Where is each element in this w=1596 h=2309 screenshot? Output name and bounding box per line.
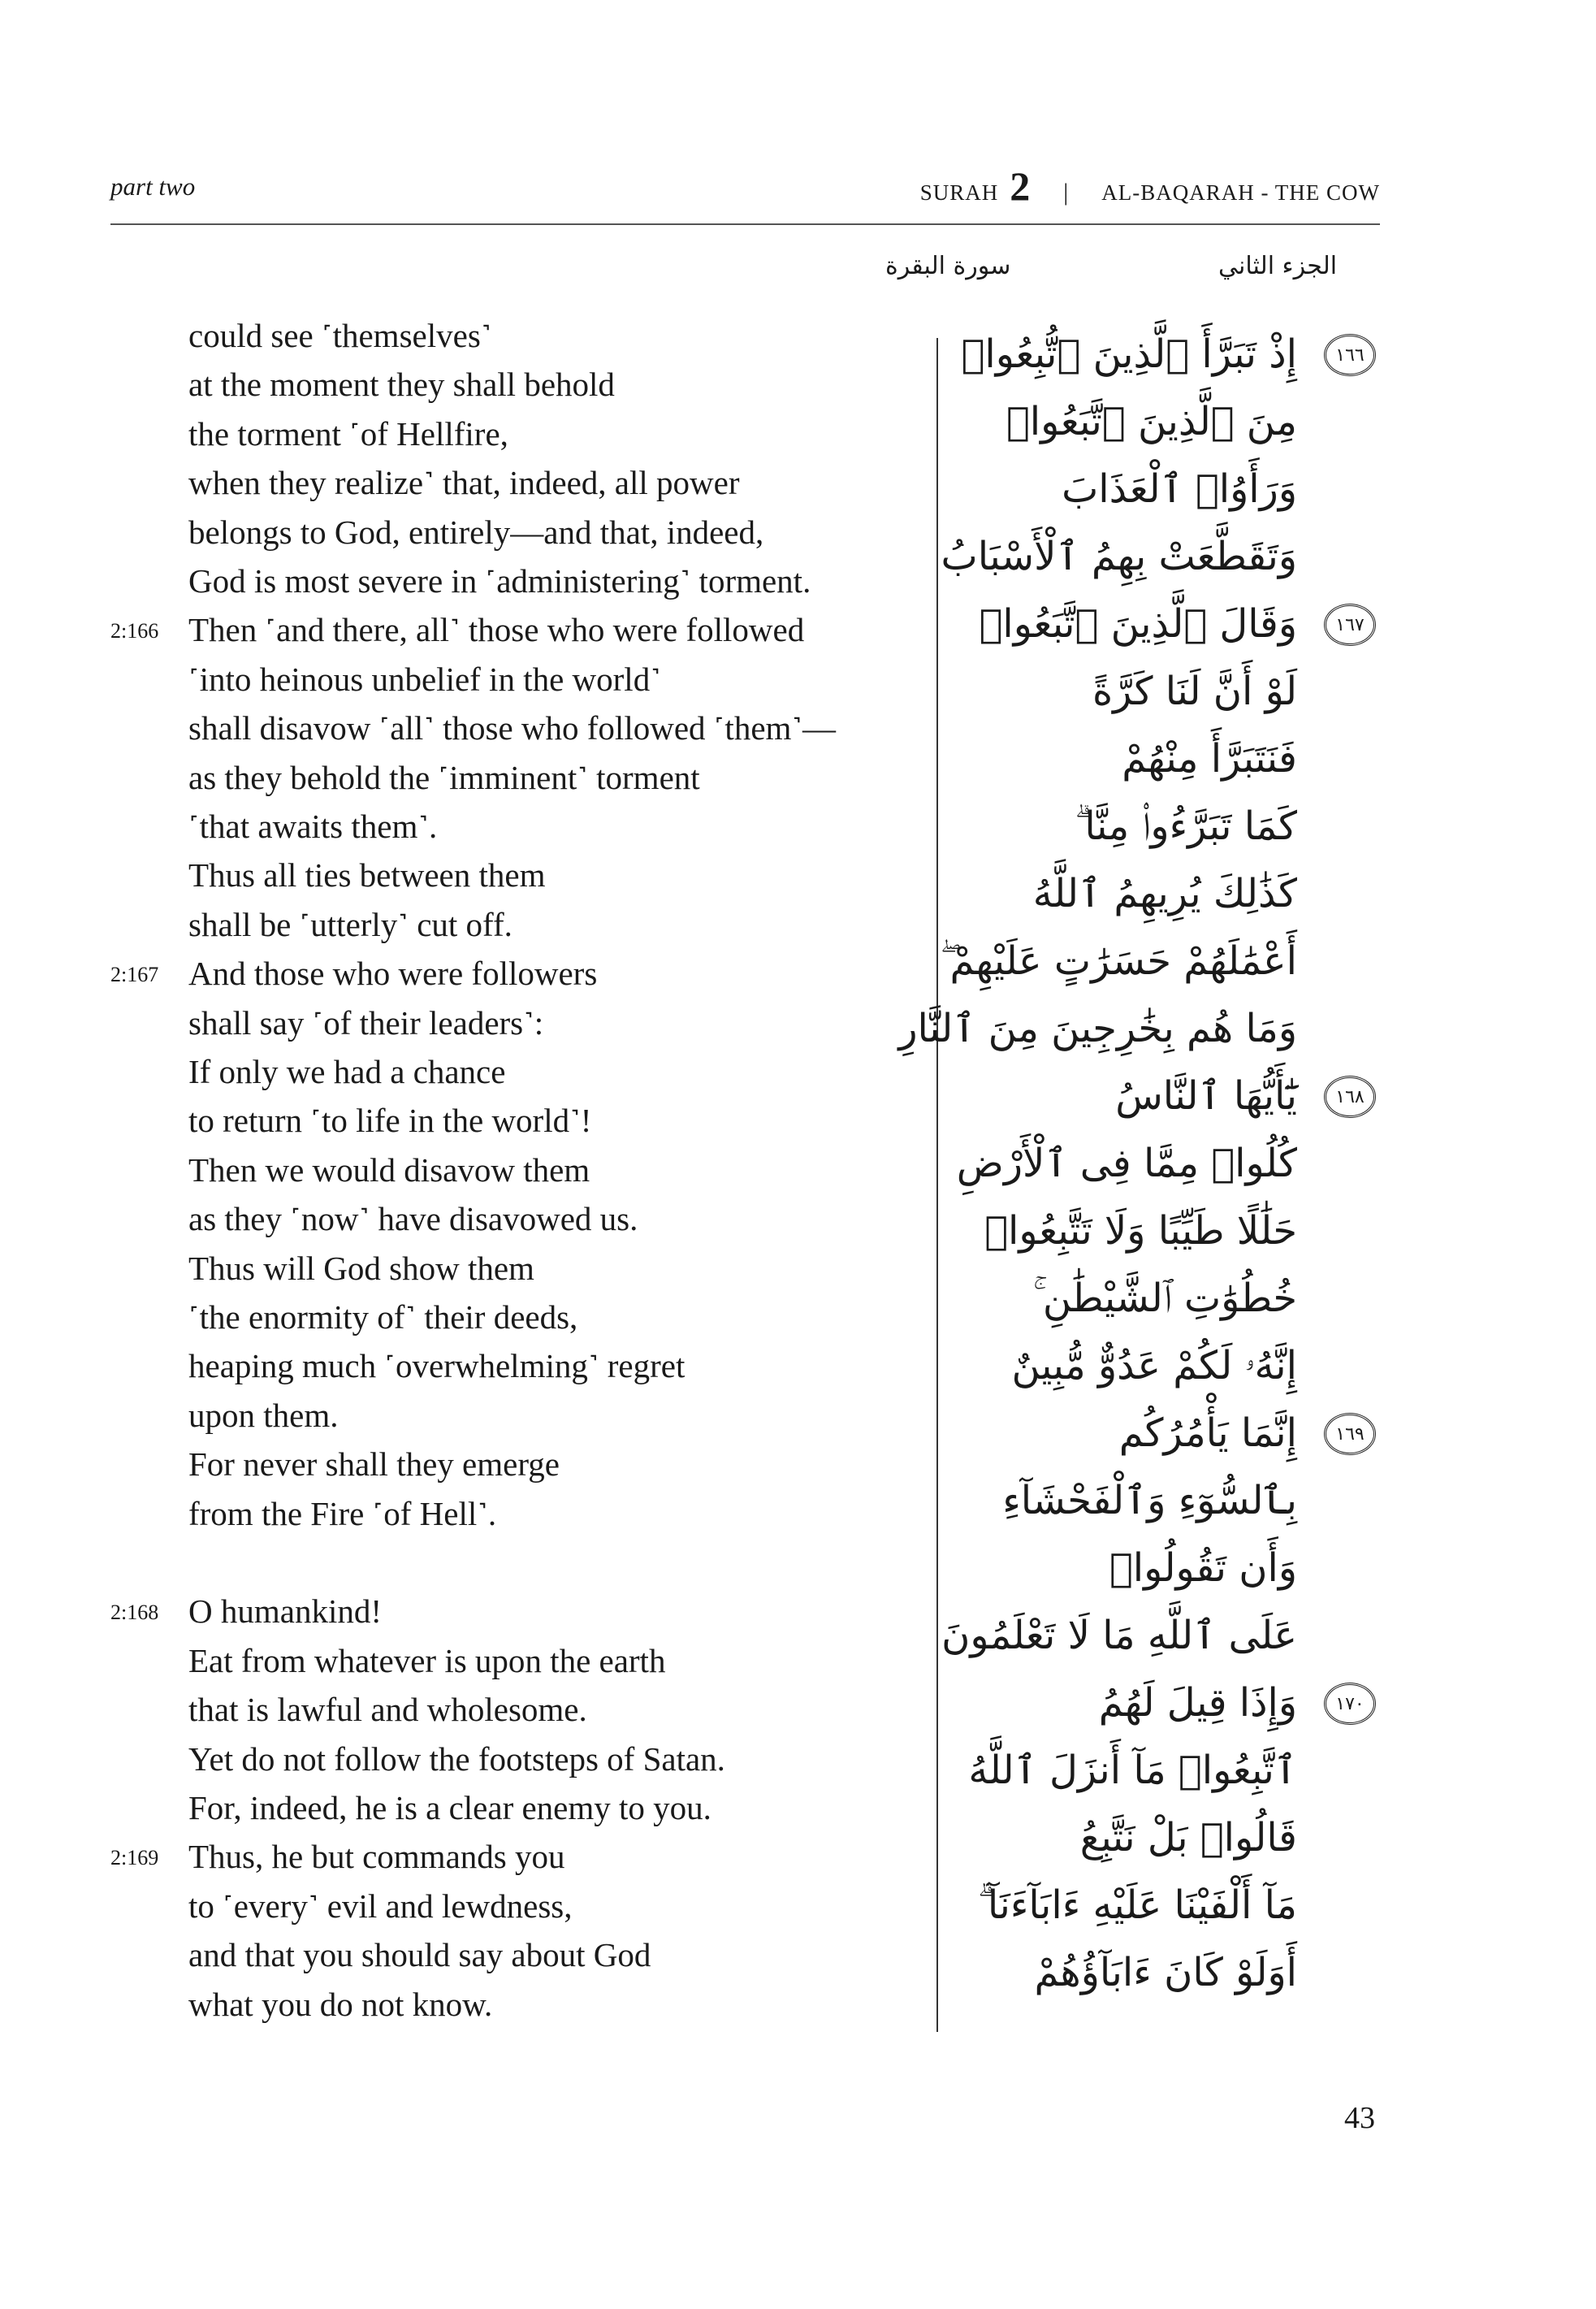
arabic-line: وَرَأَوُا۟ ٱلْعَذَابَ	[1062, 466, 1297, 512]
arabic-line: كَمَا تَبَرَّءُوا۟ مِنَّا ۗ	[1075, 804, 1297, 849]
running-header-part: part two	[110, 172, 196, 201]
translation-line: shall say ˹of their leaders˺:	[188, 1003, 544, 1042]
translation-line: Thus will God show them	[188, 1249, 534, 1287]
translation-line: Thus all ties between them	[188, 856, 546, 895]
translation-line: shall disavow ˹all˺ those who followed ˹them˺—	[188, 709, 837, 747]
arabic-line: مِنَ ٱلَّذِينَ ٱتَّبَعُوا۟	[1006, 399, 1297, 444]
header-separator: |	[1063, 179, 1070, 206]
translation-line: what you do not know.	[188, 1985, 493, 2023]
translation-line: For never shall they emerge	[188, 1445, 560, 1484]
arabic-line: وَتَقَطَّعَتْ بِهِمُ ٱلْأَسْبَابُ	[941, 534, 1297, 579]
arabic-line: خُطُوَٰتِ ٱلشَّيْطَٰنِ ۚ	[1032, 1276, 1297, 1321]
surah-name: AL-BAQARAH - THE COW	[1101, 180, 1380, 205]
arabic-line: وَقَالَ ٱلَّذِينَ ٱتَّبَعُوا۟	[979, 601, 1297, 647]
arabic-line: بِٱلسُّوٓءِ وَٱلْفَحْشَآءِ	[1002, 1478, 1297, 1523]
arabic-line: لَوْ أَنَّ لَنَا كَرَّةً	[1092, 669, 1297, 714]
arabic-header-surah: سورة البقرة	[885, 252, 1011, 280]
translation-line: Yet do not follow the footsteps of Satan.	[188, 1739, 725, 1778]
arabic-line: حَلَٰلًا طَيِّبًا وَلَا تَتَّبِعُوا۟	[984, 1208, 1297, 1254]
arabic-line: يَٰٓأَيُّهَا ٱلنَّاسُ	[1115, 1073, 1297, 1119]
translation-line: to return ˹to life in the world˺!	[188, 1102, 592, 1140]
verse-number-medallion: ١٦٦	[1324, 334, 1376, 376]
arabic-line: وَأَن تَقُولُوا۟	[1109, 1545, 1297, 1591]
arabic-line: أَوَلَوْ كَانَ ءَابَآؤُهُمْ	[1034, 1950, 1297, 1995]
translation-line: the torment ˹of Hellfire,	[188, 414, 508, 453]
surah-number: 2	[1010, 163, 1032, 209]
translation-line: If only we had a chance	[188, 1053, 506, 1090]
column-divider	[936, 338, 938, 2032]
translation-line: from the Fire ˹of Hell˺.	[188, 1494, 497, 1532]
surah-label: SURAH	[919, 180, 999, 205]
translation-line: ˹into heinous unbelief in the world˺	[188, 660, 661, 698]
arabic-line: ٱتَّبِعُوا۟ مَآ أَنزَلَ ٱللَّهُ	[968, 1748, 1297, 1793]
page-number: 43	[1344, 2101, 1375, 2135]
verse-number-medallion: ١٧٠	[1324, 1683, 1376, 1725]
translation-line: God is most severe in ˹administering˺ torment.	[188, 562, 811, 600]
header-rule	[110, 223, 1380, 225]
translation-line: ˹the enormity of˺ their deeds,	[188, 1298, 578, 1336]
verse-number-medallion: ١٦٨	[1324, 1076, 1376, 1118]
translation-line: shall be ˹utterly˺ cut off.	[188, 905, 513, 943]
translation-line: upon them.	[188, 1396, 339, 1434]
translation-line: when they realize˺ that, indeed, all power	[188, 464, 740, 502]
arabic-line: كُلُوا۟ مِمَّا فِى ٱلْأَرْضِ	[956, 1141, 1297, 1186]
translation-line: Eat from whatever is upon the earth	[188, 1641, 666, 1679]
translation-line: For, indeed, he is a clear enemy to you.	[188, 1789, 711, 1826]
translation-line: Then ˹and there, all˺ those who were followed	[188, 611, 805, 649]
translation-line: could see ˹themselves˺	[188, 317, 492, 354]
arabic-line: إِنَّمَا يَأْمُرُكُم	[1118, 1410, 1297, 1456]
verse-reference: 2:169	[110, 1846, 159, 1870]
translation-line: as they behold the ˹imminent˺ torment	[188, 758, 700, 796]
translation-line: that is lawful and wholesome.	[188, 1691, 587, 1729]
arabic-line: وَمَا هُم بِخَٰرِجِينَ مِنَ ٱلنَّارِ	[898, 1006, 1297, 1051]
arabic-line: فَنَتَبَرَّأَ مِنْهُمْ	[1122, 736, 1297, 782]
arabic-line: قَالُوا۟ بَلْ نَتَّبِعُ	[1079, 1815, 1297, 1861]
arabic-line: إِنَّهُۥ لَكُمْ عَدُوٌّ مُّبِينٌ	[1011, 1343, 1297, 1388]
translation-line: as they ˹now˺ have disavowed us.	[188, 1200, 638, 1238]
running-header-surah	[920, 162, 1380, 210]
verse-number-medallion: ١٦٩	[1324, 1413, 1376, 1455]
translation-line: And those who were followers	[188, 955, 598, 993]
translation-line: Then we would disavow them	[188, 1150, 590, 1189]
verse-reference: 2:168	[110, 1601, 159, 1625]
translation-line: Thus, he but commands you	[188, 1838, 565, 1876]
translation-line: and that you should say about God	[188, 1936, 651, 1974]
arabic-line: كَذَٰلِكَ يُرِيهِمُ ٱللَّهُ	[1032, 871, 1297, 916]
translation-line: belongs to God, entirely—and that, indeed,	[188, 513, 764, 551]
arabic-header-juz: الجزء الثاني	[1218, 252, 1338, 280]
verse-reference: 2:166	[110, 619, 159, 643]
translation-line: heaping much ˹overwhelming˺ regret	[188, 1347, 686, 1385]
arabic-line: إِذْ تَبَرَّأَ ٱلَّذِينَ ٱتُّبِعُوا۟	[961, 331, 1297, 377]
arabic-line: عَلَى ٱللَّهِ مَا لَا تَعْلَمُونَ	[941, 1613, 1297, 1658]
arabic-line: مَآ أَلْفَيْنَا عَلَيْهِ ءَابَآءَنَآ ۗ	[977, 1882, 1297, 1928]
verse-reference: 2:167	[110, 963, 159, 987]
verse-number-medallion: ١٦٧	[1324, 604, 1376, 646]
translation-line: at the moment they shall behold	[188, 366, 615, 404]
arabic-line: وَإِذَا قِيلَ لَهُمُ	[1098, 1680, 1297, 1726]
translation-line: ˹that awaits them˺.	[188, 808, 438, 845]
arabic-line: أَعْمَٰلَهُمْ حَسَرَٰتٍ عَلَيْهِمْ ۖ	[940, 938, 1297, 984]
translation-line: to ˹every˺ evil and lewdness,	[188, 1887, 573, 1925]
translation-line: O humankind!	[188, 1592, 382, 1631]
